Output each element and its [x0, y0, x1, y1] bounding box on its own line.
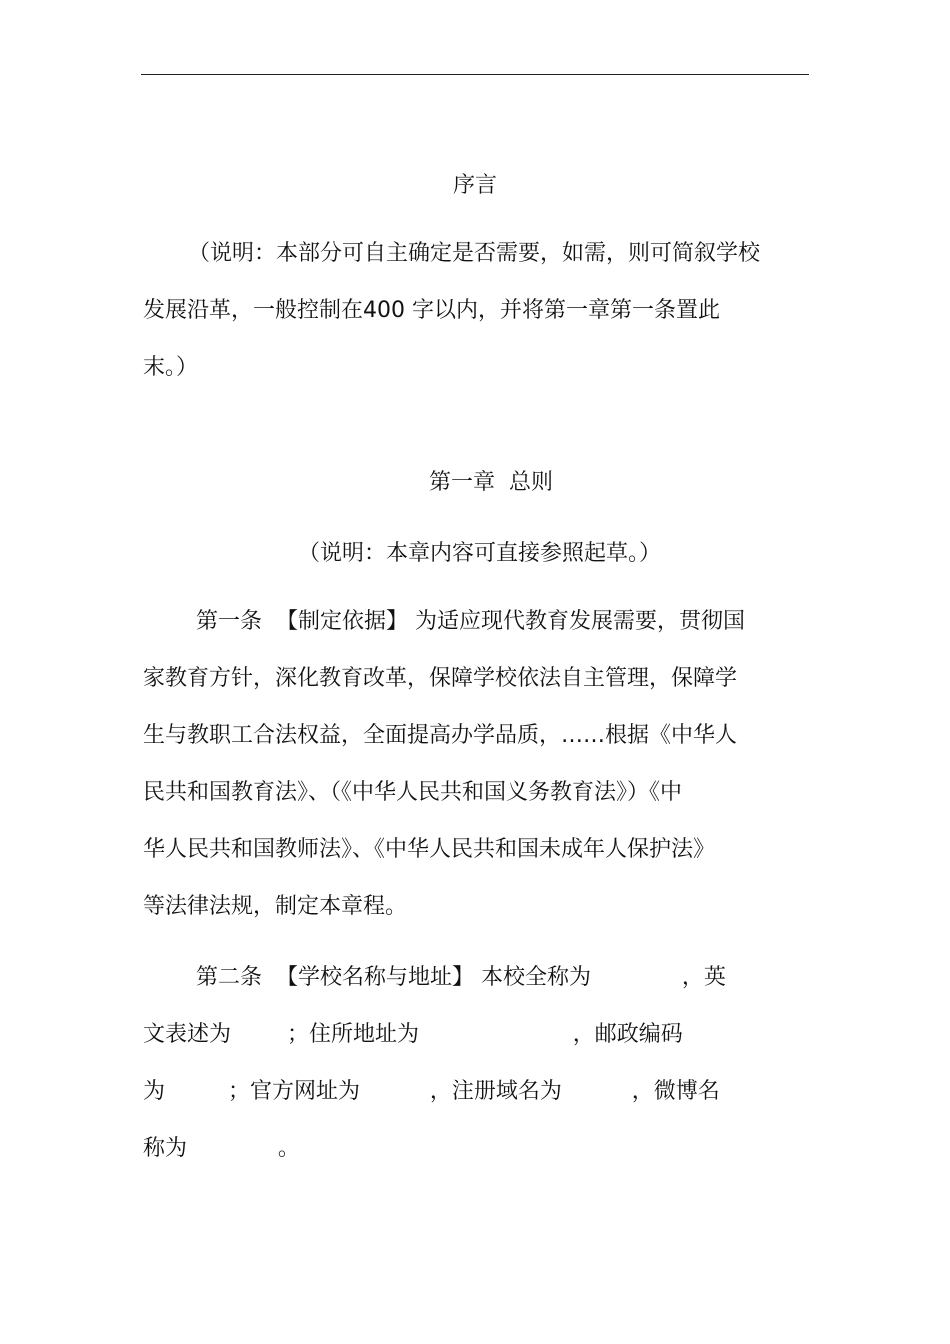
article2-line-4: 称为 。: [143, 1136, 300, 1161]
article2-line-1: 第二条 【学校名称与地址】 本校全称为 ，英: [196, 965, 726, 990]
article1-line-3: 生与教职工合法权益，全面提高办学品质，……根据《中华人: [143, 723, 738, 748]
chapter-title: 第一章 总则: [429, 470, 553, 495]
preface-title: 序言: [452, 173, 497, 198]
article1-line-1: 第一条 【制定依据】 为适应现代教育发展需要，贯彻国: [196, 609, 745, 634]
article1-line-6: 等法律法规，制定本章程。: [143, 894, 408, 919]
header-rule: [141, 74, 809, 75]
article1-line-4: 民共和国教育法》、（《中华人民共和国义务教育法》）《中: [143, 780, 683, 805]
article1-line-5: 华人民共和国教师法》、《中华人民共和国未成年人保护法》: [143, 837, 716, 862]
preface-line-3: 末。）: [143, 355, 199, 380]
article2-line-2: 文表述为 ；住所地址为 ，邮政编码: [143, 1022, 683, 1047]
preface-line-1: （说明：本部分可自主确定是否需要，如需，则可简叙学校: [188, 241, 761, 266]
chapter-note: （说明：本章内容可直接参照起草。）: [298, 541, 662, 566]
preface-line-2: 发展沿革，一般控制在400 字以内，并将第一章第一条置此: [143, 298, 720, 323]
article1-line-2: 家教育方针，深化教育改革，保障学校依法自主管理，保障学: [143, 666, 738, 691]
article2-line-3: 为 ；官方网址为 ，注册域名为 ，微博名: [143, 1079, 720, 1104]
